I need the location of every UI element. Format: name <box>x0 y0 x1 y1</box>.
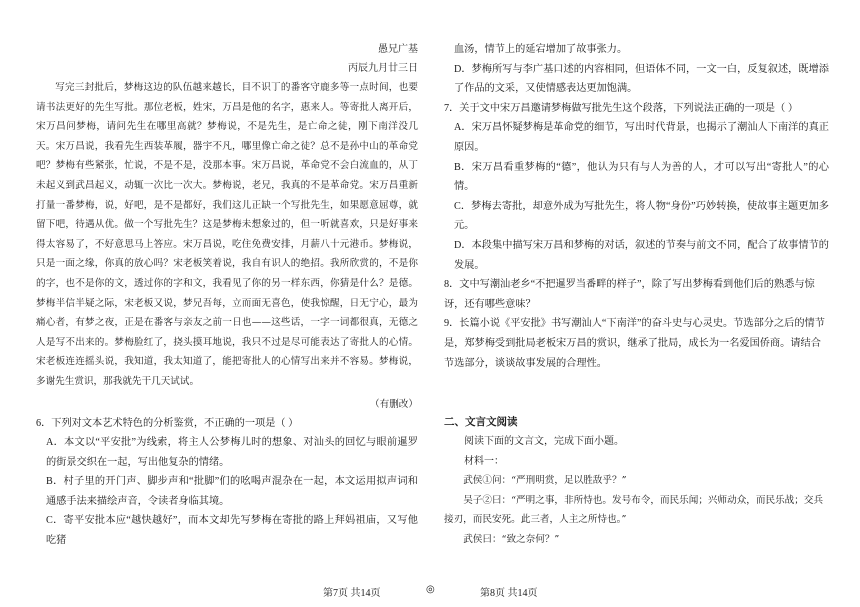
question-6-option-a: A．本文以“平安批”为线索，将主人公梦梅儿时的想象、对汕头的回忆与眼前暹罗的街景交织在一起，写出他复杂的情绪。 <box>46 437 418 468</box>
question-6-option-b: B．村子里的开门声、脚步声和“批脚”们的吆喝声混杂在一起，本文运用拟声词和通感手法来描绘声音，令读者身临其境。 <box>46 476 418 507</box>
left-column <box>36 40 418 551</box>
reading-instruction: 阅读下面的文言文，完成下面小题。 <box>464 436 624 448</box>
abridged-note: （有删改） <box>370 398 418 410</box>
classical-text-line-3: 武侯曰：“致之奈何？” <box>463 534 560 546</box>
question-6-option-c-continued: 血汤，情节上的延宕增加了故事张力。 <box>454 44 628 55</box>
classical-text-line-1: 武侯①问：“严刑明赏，足以胜敌乎？” <box>463 475 627 487</box>
page-number-right: 第8页 共14页 <box>480 588 538 599</box>
question-9: 9．长篇小说《平安批》书写潮汕人“下南洋”的奋斗史与心灵史。节选部分之后的情节是，郑梦梅受到批局老板宋万昌的赏识，继承了批局，成长为一名爱国侨商。请结合节选部分，谈谈故事发展的合理性。 <box>444 318 825 369</box>
page-number-left: 第7页 共14页 <box>323 588 381 599</box>
center-mark-icon: ◎ <box>426 584 435 595</box>
question-7-option-c: C．梦梅去寄批，却意外成为写批先生，将人物“身份”巧妙转换，使故事主题更加多元。 <box>454 200 829 232</box>
question-7-option-b: B．宋万昌看重梦梅的“德”，他认为只有与人为善的人，才可以写出“寄批人”的心情。 <box>454 161 829 193</box>
question-6-option-d: D．梦梅所写与李广基口述的内容相同，但语体不同，一文一白，反复叙述，既增添了作品的文采，又使情感表达更加饱满。 <box>454 63 829 95</box>
question-7-option-d: D．本段集中描写宋万昌和梦梅的对话，叙述的节奏与前文不同，配合了故事情节的发展。 <box>454 239 829 271</box>
question-6: 6．下列对文本艺术特色的分析鉴赏，不正确的一项是（ ） <box>36 417 299 429</box>
story-paragraph: 写完三封批后，梦梅这边的队伍越来越长，目不识丁的番客守鹿多等一点时间，也要请书法更好的先生写批。那位老板，姓宋，万昌是他的名字，惠来人。等寄批人离开后，宋万昌问梦梅，请问先生在哪里高就？梦梅说，不是先生，是亡命之徒，刚下南洋没几天。宋万昌说，我看先生西装革履，器宇不凡，哪里像亡命之徒？总不是孙中山的革命党吧？梦梅有些紧张，忙说，不是不是，没那本事。宋万昌说，革命党不会白流血的，从丁未起义到武昌起义，动辄一次比一次大。梦梅说，老兄，我真的不是革命党。宋万昌重新打量一番梦梅，说，好吧，是不是都好，我们这儿正缺一个写批先生，如果愿意屈尊，就留下吧，待遇从优。做一个写批先生？这是梦梅未想象过的，但一听就喜欢，只是好事来得太容易了，不好意思马上答应。宋万昌说，吃住免费安排，月薪八十元港币。梦梅说，只是一面之缘，你真的放心吗？宋老板笑着说，我自有识人的绝招。我所欣赏的，不是你的字，也不是你的文，透过你的字和文，我看见了你的另一样东西，你猜是什么？是德。梦梅半信半疑之际，宋老板又说，梦兄吾每，立而面无喜色，使我惊醒，日无宁心，最为痛心者，有梦之夜，正是在番客与亲友之前一日也——这些话，一字一词都很真，无德之人是写不出来的。梦梅脸红了，挠头摸耳地说，我只不过是尽可能表达了寄批人的心情。宋老板连连摇头说，我知道，我太知道了，能把寄批人的心情写出来并不容易。梦梅说，多谢先生赏识，那我就先干几天试试。 <box>36 82 418 387</box>
question-8: 8．文中写潮汕老乡“不把暹罗当番畔的样子”，除了写出梦梅看到他们后的熟悉与惊讶，还有哪些意味？ <box>444 279 815 310</box>
classical-text-line-2: 吴子②曰：“严明之事，非所恃也。发号布令，而民乐闻；兴师动众，而民乐战；交兵接刃，而民安死。此三者，人主之所恃也。” <box>444 494 824 526</box>
right-column <box>444 40 829 550</box>
material-label: 材料一： <box>464 455 504 467</box>
question-7: 7．关于文中宋万昌邀请梦梅做写批先生这个段落，下列说法正确的一项是（ ） <box>444 102 799 114</box>
letter-signature-name: 愚兄广基 <box>378 44 418 55</box>
question-6-option-c: C．寄平安批本应“越快越好”，而本文却先写梦梅在寄批的路上拜妈祖庙，又写他吃猪 <box>46 515 418 547</box>
letter-signature-date: 丙辰九月廿三日 <box>348 63 418 74</box>
section-heading-classical-chinese: 二、文言文阅读 <box>444 416 518 429</box>
question-7-option-a: A．宋万昌怀疑梦梅是革命党的细节，写出时代背景，也揭示了潮汕人下南洋的真正原因。 <box>454 122 829 153</box>
